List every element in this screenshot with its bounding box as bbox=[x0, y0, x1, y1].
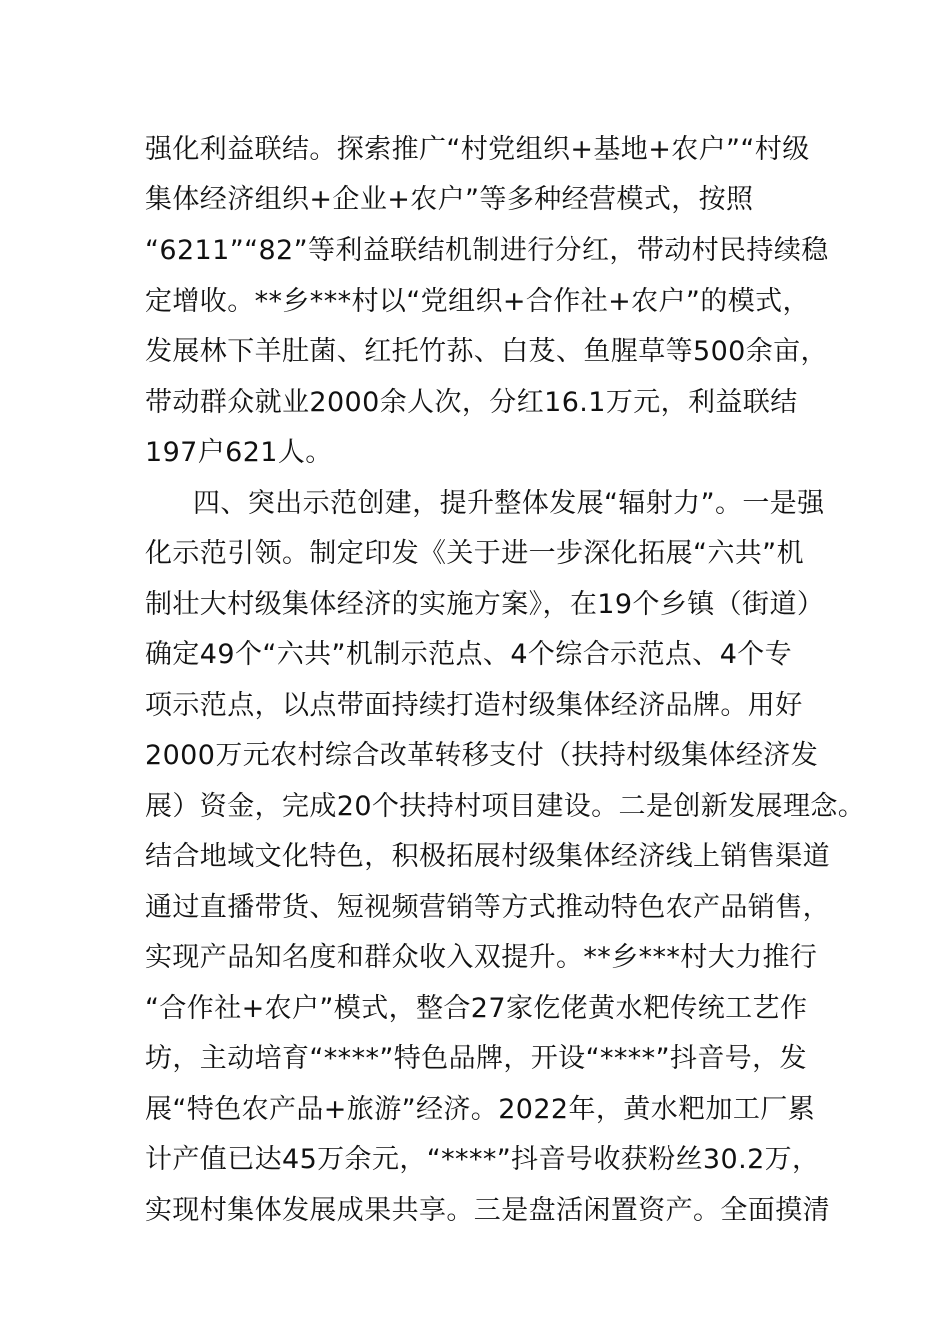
text-line-22: 实现村集体发展成果共享。三是盘活闲置资产。全面摸清 bbox=[145, 1195, 830, 1226]
text-line-14: 展）资金，完成20个扶持村项目建设。二是创新发展理念。 bbox=[145, 791, 866, 822]
text-line-21: 计产值已达45万余元，“****”抖音号收获粉丝30.2万， bbox=[145, 1144, 820, 1175]
text-line-4: 定增收。**乡***村以“党组织+合作社+农户”的模式， bbox=[145, 286, 810, 317]
text-line-8: 四、突出示范创建，提升整体发展“辐射力”。一是强 bbox=[193, 488, 825, 519]
text-line-16: 通过直播带货、短视频营销等方式推动特色农产品销售， bbox=[145, 892, 830, 923]
text-line-20: 展“特色农产品+旅游”经济。2022年，黄水粑加工厂累 bbox=[145, 1094, 816, 1125]
text-line-6: 带动群众就业2000余人次，分红16.1万元，利益联结 bbox=[145, 387, 798, 418]
text-line-9: 化示范引领。制定印发《关于进一步深化拓展“六共”机 bbox=[145, 538, 804, 569]
text-line-1: 强化利益联结。探索推广“村党组织+基地+农户”“村级 bbox=[145, 134, 810, 165]
text-line-15: 结合地域文化特色，积极拓展村级集体经济线上销售渠道 bbox=[145, 841, 830, 872]
text-line-12: 项示范点，以点带面持续打造村级集体经济品牌。用好 bbox=[145, 690, 803, 721]
text-line-3: “6211”“82”等利益联结机制进行分红，带动村民持续稳 bbox=[145, 235, 829, 266]
text-line-11: 确定49个“六共”机制示范点、4个综合示范点、4个专 bbox=[145, 639, 793, 670]
text-line-18: “合作社+农户”模式，整合27家仡佬黄水粑传统工艺作 bbox=[145, 993, 808, 1024]
text-line-5: 发展林下羊肚菌、红托竹荪、白芨、鱼腥草等500余亩， bbox=[145, 336, 828, 367]
text-line-13: 2000万元农村综合改革转移支付（扶持村级集体经济发 bbox=[145, 740, 819, 771]
text-line-19: 坊，主动培育“****”特色品牌，开设“****”抖音号，发 bbox=[145, 1043, 807, 1074]
text-line-7: 197户621人。 bbox=[145, 437, 333, 468]
text-line-17: 实现产品知名度和群众收入双提升。**乡***村大力推行 bbox=[145, 942, 818, 973]
text-line-10: 制壮大村级集体经济的实施方案》，在19个乡镇（街道） bbox=[145, 589, 825, 620]
text-line-2: 集体经济组织+企业+农户”等多种经营模式，按照 bbox=[145, 184, 754, 215]
